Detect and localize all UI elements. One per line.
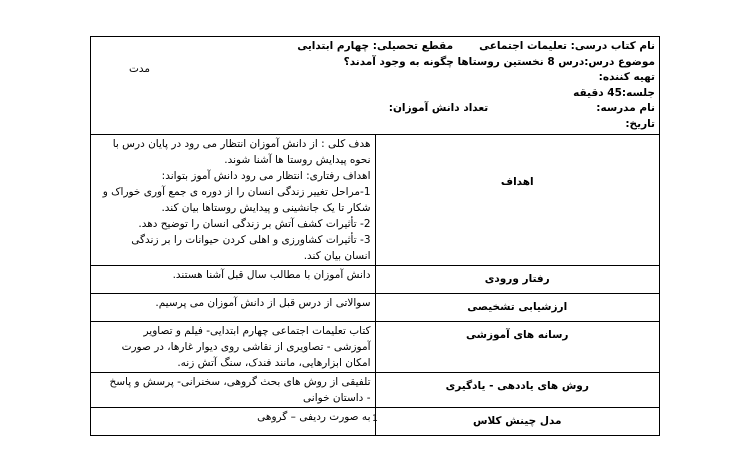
row-label: روش های یاددهی - یادگیری (375, 373, 660, 408)
lesson-plan-table (90, 36, 660, 436)
header-cell (91, 37, 660, 135)
row-content: تلفیقی از روش های بحث گروهی، سخنرانی- پرسش و پاسخ - داستان خوانی (91, 373, 376, 408)
duration-label: مدت (129, 63, 151, 75)
school-label: نام مدرسه: (596, 102, 655, 114)
lesson-plan-page (90, 36, 660, 436)
session-label: جلسه:45 دقیقه (573, 86, 655, 99)
level-label: مقطع تحصیلی: چهارم ابتدایی (297, 40, 454, 52)
row-label: مدل چینش کلاس (375, 408, 660, 436)
row-content: سوالاتی از درس قبل از دانش آموزان می پرسیم. (91, 294, 376, 322)
row-teaching-methods (91, 373, 660, 408)
students-label: تعداد دانش آموزان: (388, 102, 489, 114)
book-label: نام کتاب درسی: تعلیمات اجتماعی (479, 40, 655, 52)
row-content: دانش آموزان با مطالب سال قبل آشنا هستند. (91, 266, 376, 294)
page-number: 1 (372, 414, 378, 424)
row-label: رسانه های آموزشی (375, 322, 660, 373)
row-diagnostic-assessment (91, 294, 660, 322)
row-media (91, 322, 660, 373)
row-label: رفتار ورودی (375, 266, 660, 294)
row-content: به صورت ردیفی – گروهی (91, 408, 376, 436)
row-label: اهداف (375, 135, 660, 266)
row-content: هدف کلی : از دانش آموزان انتظار می رود در پایان درس با نحوه پیدایش روستا ها آشنا شوند. اهداف رفتاری: انتظار می رود دانش آموز بتواند: 1-مراحل تغییر زندگی انسان را از دوره ی جمع آوری خوراک و شکار تا یک جانشینی و پیدایش روستاها بیان کند. 2- تأثیرات کشف آتش بر زندگی انسان را توضیح دهد. 3- تأثیرات کشاورزی و اهلی کردن حیوانات را بر زندگی انسان بیان کند. (91, 135, 376, 266)
row-content: کتاب تعلیمات اجتماعی چهارم ابتدایی- فیلم و تصاویر آموزشی - تصاویری از نقاشی روی دیوار غارها، در صورت امکان ابزارهایی، مانند فندک، سنگ آتش زنه. (91, 322, 376, 373)
date-label: تاریخ: (625, 117, 655, 130)
row-entry-behavior (91, 266, 660, 294)
author-label: تهیه کننده: (598, 71, 655, 83)
row-goals (91, 135, 660, 266)
row-label: ارزشیابی تشخیصی (375, 294, 660, 322)
header-row (91, 37, 660, 135)
subject-label: موضوع درس:درس 8 نخستین روستاها چگونه به وجود آمدند؟ (343, 55, 655, 68)
